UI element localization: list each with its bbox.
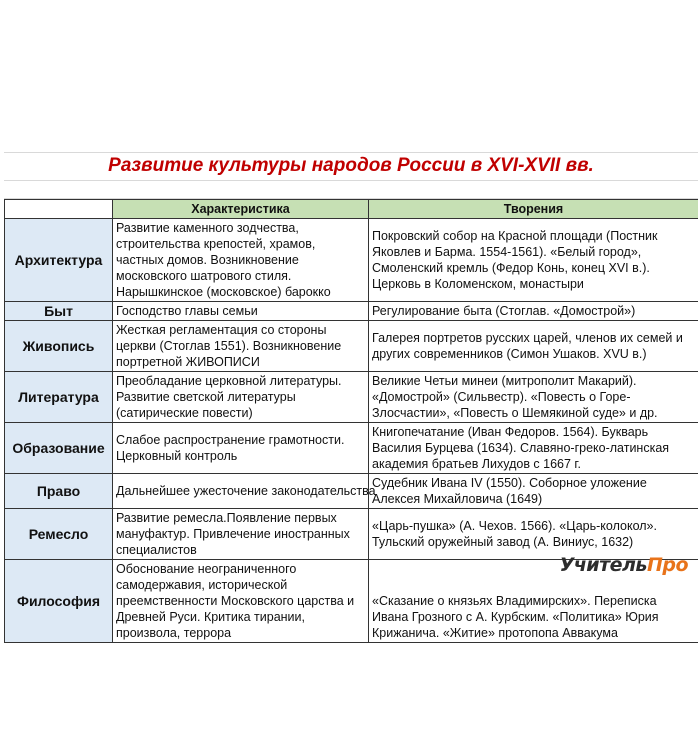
page-title: Развитие культуры народов России в XVI-XVII вв.: [108, 155, 594, 176]
table-row: [5, 321, 698, 372]
header-works: Творения: [369, 200, 698, 219]
row-name: Философия: [5, 560, 113, 643]
header-name: [5, 200, 113, 219]
row-characteristic: Дальнейшее ужесточение законодательства: [113, 474, 369, 509]
table-row: [5, 509, 698, 560]
row-characteristic: Слабое распространение грамотности. Церковный контроль: [113, 423, 369, 474]
header-row: [5, 200, 698, 219]
row-name: Образование: [5, 423, 113, 474]
row-works: «Царь-пушка» (А. Чехов. 1566). «Царь-колокол». Тульский оружейный завод (А. Виниус, 1632): [369, 509, 698, 560]
row-works: Регулирование быта (Стоглав. «Домострой»): [369, 302, 698, 321]
grid-line: [4, 180, 698, 181]
table-row: [5, 219, 698, 302]
row-name: Литература: [5, 372, 113, 423]
table-row: [5, 474, 698, 509]
row-works: Покровский собор на Красной площади (Постник Яковлев и Барма. 1554-1561). «Белый город», Смоленский кремль (Федор Конь, конец XVI в.). Церковь в Коломенском, монастыри: [369, 219, 698, 302]
header-characteristic: Характеристика: [113, 200, 369, 219]
row-name: Право: [5, 474, 113, 509]
row-characteristic: Жесткая регламентация со стороны церкви (Стоглав 1551). Возникновение портретной ЖИВОПИСИ: [113, 321, 369, 372]
row-characteristic: Господство главы семьи: [113, 302, 369, 321]
table-row: [5, 372, 698, 423]
watermark-part2: Про: [646, 554, 688, 576]
row-works: Книгопечатание (Иван Федоров. 1564). Букварь Василия Бурцева (1634). Славяно-греко-латинская академия братьев Лихудов с 1667 г.: [369, 423, 698, 474]
row-characteristic: Развитие каменного зодчества, строительства крепостей, храмов, частных домов. Возникновение московского шатрового стиля. Нарышкинское (московское) барокко: [113, 219, 369, 302]
row-works: Галерея портретов русских царей, членов их семей и других современников (Симон Ушаков. XVU в.): [369, 321, 698, 372]
row-name: Ремесло: [5, 509, 113, 560]
row-name: Быт: [5, 302, 113, 321]
row-name: Живопись: [5, 321, 113, 372]
table-row: [5, 423, 698, 474]
row-works: Великие Четьи минеи (митрополит Макарий). «Домострой» (Сильвестр). «Повесть о Горе- Злосчастии», «Повесть о Шемякиной суде» и др.: [369, 372, 698, 423]
table-row: [5, 302, 698, 321]
watermark-part1: Учитель: [559, 554, 647, 576]
row-works: Судебник Ивана IV (1550). Соборное уложение Алексея Михайловича (1649): [369, 474, 698, 509]
row-characteristic: Преобладание церковной литературы. Развитие светской литературы (сатирические повести): [113, 372, 369, 423]
row-characteristic: Развитие ремесла.Появление первых мануфактур. Привлечение иностранных специалистов: [113, 509, 369, 560]
watermark-logo: [560, 554, 688, 576]
row-works: «Сказание о князьях Владимирских». Переписка Ивана Грозного с А. Курбским. «Политика» Юрия Крижанича. «Житие» протопопа Аввакума: [369, 560, 698, 643]
row-name: Архитектура: [5, 219, 113, 302]
row-characteristic: Обоснование неограниченного самодержавия, исторической преемственности Московского царства и Древней Руси. Критика тирании, произвола, террора: [113, 560, 369, 643]
culture-table: [4, 199, 698, 643]
